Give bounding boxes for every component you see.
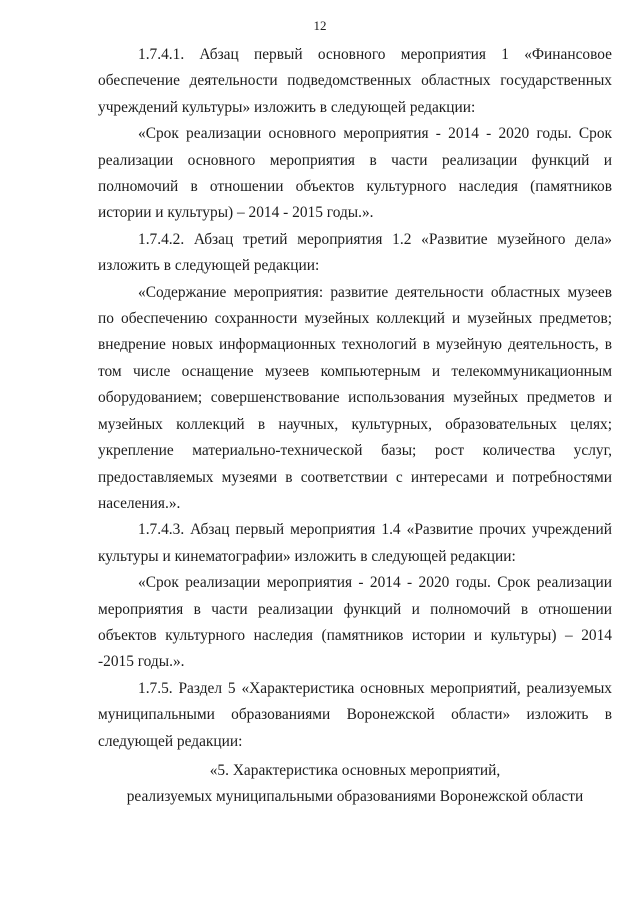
- section-heading-line-2: реализуемых муниципальными образованиями Воронежской области: [126, 788, 584, 806]
- section-heading-line-1: «5. Характеристика основных мероприятий,: [209, 761, 501, 779]
- page-number: 12: [313, 18, 327, 33]
- section-5-heading: [98, 758, 612, 811]
- quoted-paragraph-culture-period: «Срок реализации мероприятия - 2014 - 2020 годы. Срок реализации мероприятия в части реализации функций и полномочий в отношении объектов культурного наследия (памятников истории и культуры) – 2014 -2015 годы.».: [98, 574, 612, 671]
- paragraph-1-7-4-1: 1.7.4.1. Абзац первый основного мероприятия 1 «Финансовое обеспечение деятельности подведомственных областных государственных учреждений культуры» изложить в следующей редакции:: [98, 46, 612, 116]
- quoted-paragraph-museum-activity: «Содержание мероприятия: развитие деятельности областных музеев по обеспечению сохранности музейных коллекций и музейных предметов; внедрение новых информационных технологий в музейную деятельность, в том числе оснащение музеев компьютерным и телекоммуникационным оборудованием; совершенствование использования музейных предметов и музейных коллекций в научных, культурных, образовательных целях; укрепление материально-технической базы; рост количества услуг, предоставляемых музеями в соответствии с интересами и потребностями населения.».: [98, 283, 612, 512]
- paragraph-1-7-5: 1.7.5. Раздел 5 «Характеристика основных мероприятий, реализуемых муниципальными образованиями Воронежской области» изложить в следующей редакции:: [98, 679, 612, 750]
- paragraph-1-7-4-2: 1.7.4.2. Абзац третий мероприятия 1.2 «Развитие музейного дела» изложить в следующей редакции:: [98, 230, 612, 275]
- paragraph-1-7-4-3: 1.7.4.3. Абзац первый мероприятия 1.4 «Развитие прочих учреждений культуры и кинематографии» изложить в следующей редакции:: [98, 521, 612, 565]
- document-body: [98, 42, 612, 811]
- quoted-paragraph-implementation-period: «Срок реализации основного мероприятия - 2014 - 2020 годы. Срок реализации основного мероприятия в части реализации функций и полномочий в отношении объектов культурного наследия (памятников истории и культуры) – 2014 - 2015 годы.».: [98, 125, 612, 222]
